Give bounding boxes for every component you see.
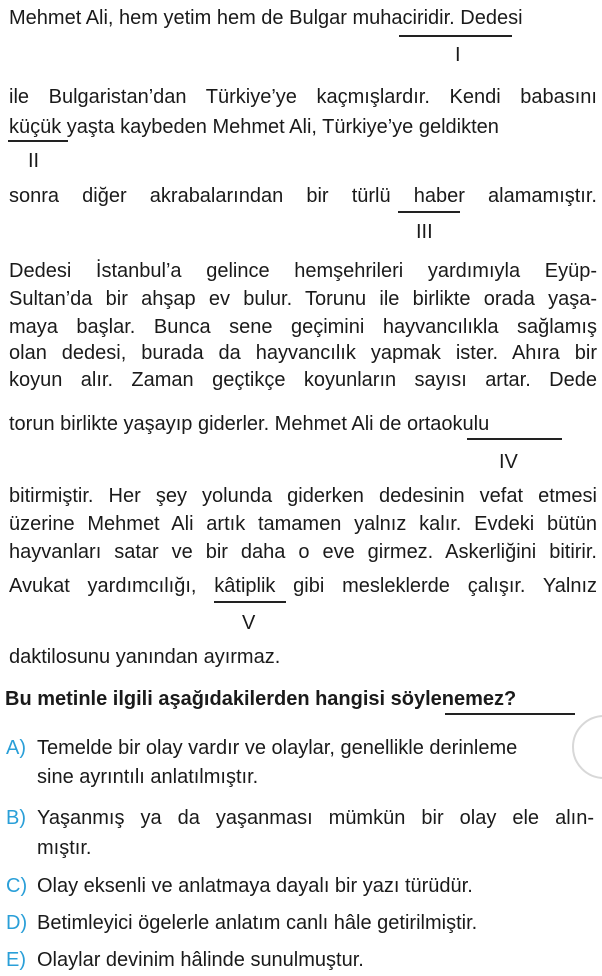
passage-line-8: olan dedesi, burada da hayvancılık yapmak ister. Ahıra bir [9, 342, 597, 364]
option-letter: E) [6, 949, 26, 971]
passage-text: Dedesi [454, 7, 523, 29]
passage-text: yaşta kaybeden Mehmet Ali, Türkiye’ye geldikten [61, 116, 499, 138]
option-letter: B) [6, 807, 26, 829]
underlined-word-V: kâtiplik [214, 575, 276, 597]
option-text-line: Temelde bir olay vardır ve olaylar, genellikle derinleme [37, 737, 518, 759]
underline-bar-III [398, 211, 460, 213]
option-letter: C) [6, 875, 28, 897]
question-stem [5, 687, 516, 711]
passage-line-3 [9, 115, 499, 139]
passage-text: torun birlikte yaşayıp giderler. Mehmet Ali de [9, 413, 407, 435]
option-text-line: Yaşanmış ya da yaşanması mümkün bir olay ele alın- [37, 807, 594, 829]
underlined-word-I: muhaciridir. [352, 7, 455, 29]
passage-line-7: maya başlar. Bunca sene geçimini hayvancılıkla sağlamış [9, 316, 597, 338]
option-letter: A) [6, 737, 26, 759]
marker-I: I [455, 44, 461, 66]
marker-IV: IV [499, 451, 518, 473]
question-text: Bu metinle ilgili aşağıdakilerden hangisi [5, 688, 391, 710]
option-text-line: mıştır. [37, 837, 92, 859]
marker-V: V [242, 612, 256, 634]
underline-bar-I [399, 35, 512, 37]
underlined-word-III: haber [413, 185, 465, 207]
passage-line-13: hayvanları satar ve bir daha o eve girmez. Askerliğini bitirir. [9, 541, 597, 563]
underline-bar-II [8, 140, 68, 142]
passage-line-9: koyun alır. Zaman geçtikçe koyunların sayısı artar. Dede [9, 369, 597, 391]
passage-line-14 [9, 574, 597, 598]
underline-bar-V [214, 601, 286, 603]
passage-line-15: daktilosunu yanından ayırmaz. [9, 646, 281, 668]
passage-text: alamamıştır. [464, 185, 597, 207]
marker-II: II [28, 150, 40, 172]
underlined-word-IV: ortaokulu [406, 413, 490, 435]
passage-line-1 [9, 6, 523, 30]
passage-text: Avukat yardımcılığı, [9, 575, 215, 597]
option-text-line: sine ayrıntılı anlatılmıştır. [37, 766, 259, 788]
passage-text: Mehmet Ali, hem yetim hem de Bulgar [9, 7, 353, 29]
passage-line-11: bitirmiştir. Her şey yolunda giderken dedesinin vefat etmesi [9, 485, 597, 507]
option-text-line: Olay eksenli ve anlatmaya dayalı bir yazı türüdür. [37, 875, 473, 897]
option-text-line: Olaylar devinim hâlinde sunulmuştur. [37, 949, 364, 971]
option-text-line: Betimleyici ögelerle anlatım canlı hâle getirilmiştir. [37, 912, 478, 934]
passage-line-4 [9, 184, 597, 208]
passage-line-10 [9, 412, 489, 436]
passage-line-2: ile Bulgaristan’dan Türkiye’ye kaçmışlardır. Kendi babasını [9, 86, 597, 108]
passage-text: gibi mesleklerde çalışır. Yalnız [275, 575, 598, 597]
question-mark: ? [504, 688, 517, 710]
passage-text: sonra diğer akrabalarından bir türlü [9, 185, 414, 207]
option-letter: D) [6, 912, 28, 934]
passage-line-12: üzerine Mehmet Ali artık tamamen yalnız kalır. Evdeki bütün [9, 513, 597, 535]
marker-III: III [416, 221, 433, 243]
question-keyword-underline [445, 713, 575, 715]
passage-line-6: Sultan’da bir ahşap ev bulur. Torunu ile birlikte orada yaşa- [9, 288, 597, 310]
underlined-word-II: küçük [9, 116, 62, 138]
underline-bar-IV [467, 438, 562, 440]
question-keyword: söylenemez [390, 688, 505, 710]
passage-line-5: Dedesi İstanbul’a gelince hemşehrileri yardımıyla Eyüp- [9, 260, 597, 282]
page-corner-curl [572, 715, 602, 779]
